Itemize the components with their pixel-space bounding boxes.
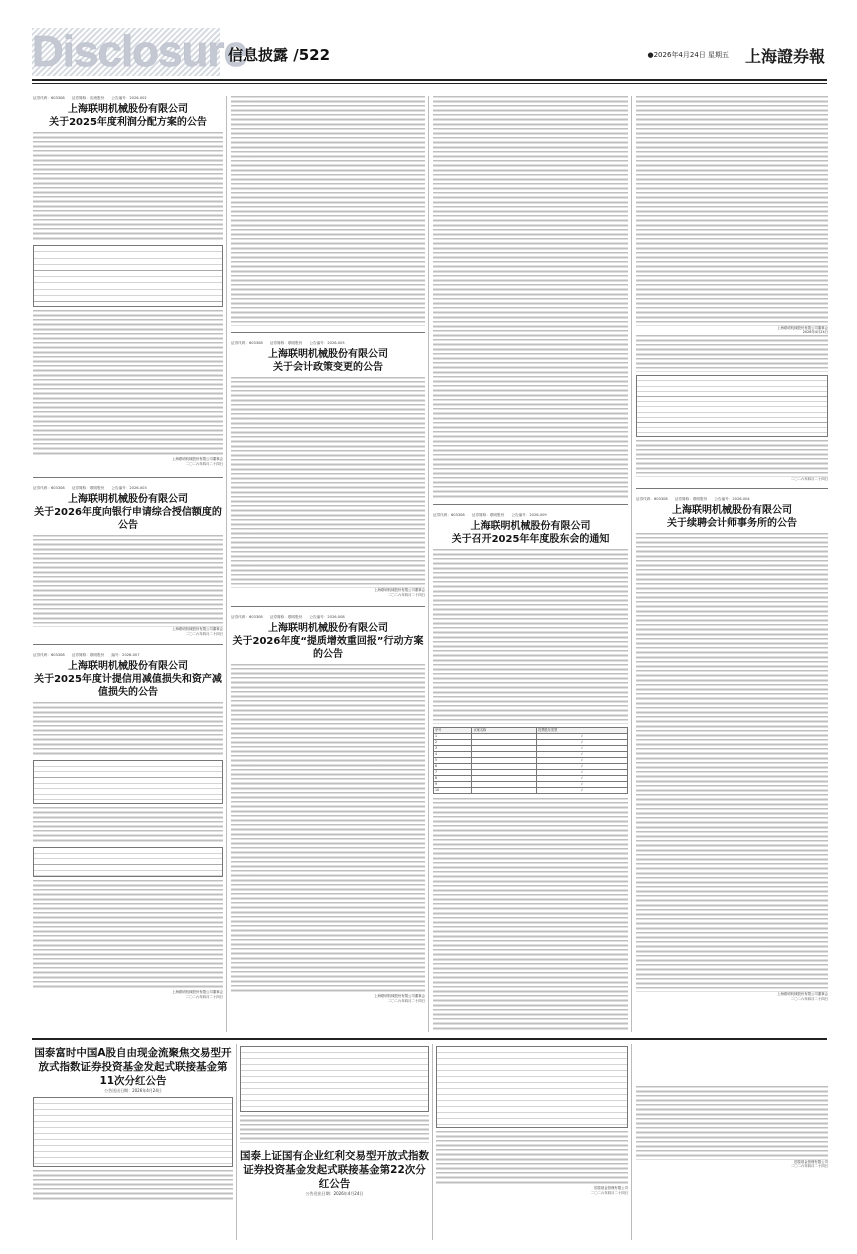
notice-separator: [33, 477, 223, 478]
financial-table: [33, 245, 223, 307]
notice-date: 二〇二六年四月二十四日: [387, 592, 425, 597]
notice-signer: 上海联明机械股份有限公司董事会: [374, 588, 425, 592]
table-cell: √: [537, 763, 628, 769]
column-divider: [428, 96, 429, 1032]
fund-dividend-table: [33, 1097, 233, 1167]
fund-notice-free-cash-flow: [33, 1046, 233, 1242]
notice-code-line: 证券代码：603308 证券简称：联明股份 公告编号：2026-004: [636, 496, 750, 501]
table-cell: 9: [434, 781, 472, 787]
table-cell: √: [537, 775, 628, 781]
impairment-table: [33, 760, 223, 804]
fund-notice-title: 国泰上证国有企业红利交易型开放式指数证券投资基金发起式联接基金第22次分红公告: [240, 1149, 429, 1190]
fund-notice-date: 公告送出日期：2026年4月24日: [104, 1088, 162, 1093]
column-divider: [631, 96, 632, 1032]
notice-body-continued: [636, 96, 828, 372]
notice-title: 关于续聘会计师事务所的公告: [667, 517, 797, 529]
table-cell: 10: [434, 787, 472, 793]
table-header-cell: 投票股东类型: [537, 727, 628, 733]
notice-title: 关于2026年度“提质增效重回报”行动方案的公告: [232, 635, 424, 660]
table-cell: 7: [434, 769, 472, 775]
fund-notice-title: 国泰富时中国A股自由现金流聚焦交易型开放式指数证券投资基金发起式联接基金第11次分红公告: [34, 1047, 232, 1087]
notice-company: 上海联明机械股份有限公司: [268, 622, 388, 634]
table-row: [434, 787, 628, 793]
notice-title: 关于召开2025年年度股东会的通知: [451, 534, 610, 546]
fund-dividend-table-3: [436, 1046, 628, 1128]
notice-signer: 上海联明机械股份有限公司董事会: [172, 990, 223, 995]
notice-action-plan: [231, 615, 425, 1004]
masthead-logo: Disclosure: [32, 27, 247, 76]
header-rule: [32, 79, 827, 81]
fund-notice-signer: 国泰基金管理有限公司: [594, 1186, 628, 1191]
newspaper-logo: 上海證券報: [744, 47, 825, 66]
notice-signer: 上海联明机械股份有限公司董事会: [172, 457, 223, 462]
column-4: [636, 96, 828, 1032]
notice-separator: [636, 488, 828, 489]
notice-accounting-policy: [231, 341, 425, 598]
fund-notice-signed-date: 二〇二六年四月二十四日: [790, 1164, 828, 1169]
table-cell: 2: [434, 739, 472, 745]
fund-notice-continued: [636, 1046, 828, 1242]
fund-notice-body: [33, 1170, 233, 1202]
table-cell: 6: [434, 763, 472, 769]
notice-separator: [433, 504, 628, 505]
notice-signer: 上海联明机械股份有限公司董事会: [374, 994, 425, 999]
notice-date: 二〇二六年四月二十四日: [185, 995, 223, 1000]
notice-body-continued: [433, 96, 628, 500]
column-3: [433, 96, 628, 1032]
column-divider: [226, 96, 227, 1032]
notice-code-line: 证券代码：603308 证券简称：联明股份 公告编号：2026-008: [231, 614, 345, 619]
notice-date: 二〇二六年四月二十四日: [185, 631, 223, 636]
table-cell: √: [537, 781, 628, 787]
notice-body-text: [231, 664, 425, 995]
notice-body-text: [433, 549, 628, 724]
notice-body-text: [33, 880, 223, 990]
table-cell: 1: [434, 733, 472, 739]
notice-separator: [33, 644, 223, 645]
section-title: 信息披露 /522: [228, 46, 331, 64]
dateline: ●2026年4月24日 星期五: [647, 51, 729, 59]
notice-signer: 上海联明机械股份有限公司董事会: [777, 991, 828, 996]
table-cell: √: [537, 757, 628, 763]
fund-notice-body: [436, 1131, 628, 1186]
notice-body-text: [33, 535, 223, 627]
column-2: [231, 96, 425, 1032]
column-divider: [236, 1044, 237, 1240]
table-cell: √: [537, 745, 628, 751]
table-header-cell: 序号: [434, 727, 472, 733]
table-cell: 8: [434, 775, 472, 781]
table-cell: 3: [434, 745, 472, 751]
table-cell: 5: [434, 757, 472, 763]
notice-body-text: [433, 798, 628, 1032]
table-cell: [472, 787, 537, 793]
table-cell: √: [537, 751, 628, 757]
notice-date: 二〇二六年四月二十四日: [790, 476, 828, 481]
table-cell: √: [537, 739, 628, 745]
proxy-table: [636, 375, 828, 437]
notice-company: 上海联明机械股份有限公司: [672, 504, 792, 516]
notice-title: 关于2026年度向银行申请综合授信额度的公告: [34, 506, 222, 531]
notice-body-text: [636, 440, 828, 482]
notice-code-line: 证券代码：603308 证券简称：联明股份 编号：2026-007: [33, 653, 140, 658]
notice-company: 上海联明机械股份有限公司: [68, 661, 188, 673]
notice-title: 关于2025年度计提信用减值损失和资产减值损失的公告: [34, 674, 222, 699]
page-header: [0, 0, 857, 84]
notice-separator: [231, 606, 425, 607]
notice-body-continued: [231, 96, 425, 326]
fund-notice-body: [636, 1086, 828, 1160]
notice-bank-credit: [33, 486, 223, 636]
notice-shareholder-meeting: [433, 513, 628, 1032]
notice-signer: 上海联明机械股份有限公司董事会: [777, 325, 828, 330]
notice-body-text: [636, 533, 828, 992]
notice-auditor-reappointment: [636, 497, 828, 1002]
table-cell: √: [537, 733, 628, 739]
column-divider: [631, 1044, 632, 1240]
notice-company: 上海联明机械股份有限公司: [470, 521, 591, 533]
notice-body-text: [33, 310, 223, 457]
impairment-table-2: [33, 847, 223, 877]
bottom-section-rule: [32, 1038, 827, 1040]
notice-body-text: [33, 132, 223, 242]
notice-body-text: [33, 702, 223, 757]
table-cell: √: [537, 769, 628, 775]
notice-body-text: [231, 377, 425, 588]
column-divider: [432, 1044, 433, 1240]
fund-notice-body: [240, 1115, 429, 1143]
notice-signer: 上海联明机械股份有限公司董事会: [172, 626, 223, 631]
meeting-resolutions-table: [433, 727, 628, 794]
notice-company: 上海联明机械股份有限公司: [68, 493, 188, 505]
notice-company: 上海联明机械股份有限公司: [268, 348, 388, 360]
fund-dividend-table-2: [240, 1046, 429, 1112]
fund-notice-soe-dividend: [436, 1046, 628, 1242]
notice-impairment: [33, 653, 223, 1000]
notice-title: 关于2025年度利润分配方案的公告: [49, 117, 207, 128]
table-header-cell: 议案名称: [472, 727, 537, 733]
notice-code-line: 证券代码：603308 证券简称：联明股份 公告编号：2026-005: [231, 340, 345, 345]
fund-notice-details: [240, 1046, 429, 1242]
fund-notice-date: 公告送出日期：2026年4月24日: [305, 1190, 364, 1196]
notice-code-line: 证券代码：603308 证券简称：联明股份 公告编号：2026-009: [433, 513, 547, 518]
notice-code-line: 证券代码：603308 证券简称：联明股份 公告编号：2026-003: [33, 485, 147, 490]
notice-date: 二〇二六年四月二十四日: [387, 999, 425, 1004]
notice-date: 2026年4月24日: [802, 330, 828, 335]
notice-code-line: 证券代码：603308 证券简称：应流股份 公告编号：2026-002: [33, 96, 147, 100]
fund-notice-signed-date: 二〇二六年四月二十四日: [590, 1190, 628, 1195]
notice-date: 二〇二六年四月二十四日: [185, 462, 223, 467]
fund-notice-signer: 国泰基金管理有限公司: [794, 1159, 828, 1164]
notice-date: 二〇二六年四月二十四日: [790, 996, 828, 1001]
notice-separator: [231, 332, 425, 333]
notice-title: 关于会计政策变更的公告: [273, 361, 383, 373]
notice-profit-distribution: [33, 96, 223, 467]
table-cell: √: [537, 787, 628, 793]
header-rule-thin: [32, 83, 827, 84]
table-cell: 4: [434, 751, 472, 757]
notice-body-text: [33, 807, 223, 844]
column-1: [33, 96, 223, 1032]
notice-company: 上海联明机械股份有限公司: [68, 104, 188, 115]
